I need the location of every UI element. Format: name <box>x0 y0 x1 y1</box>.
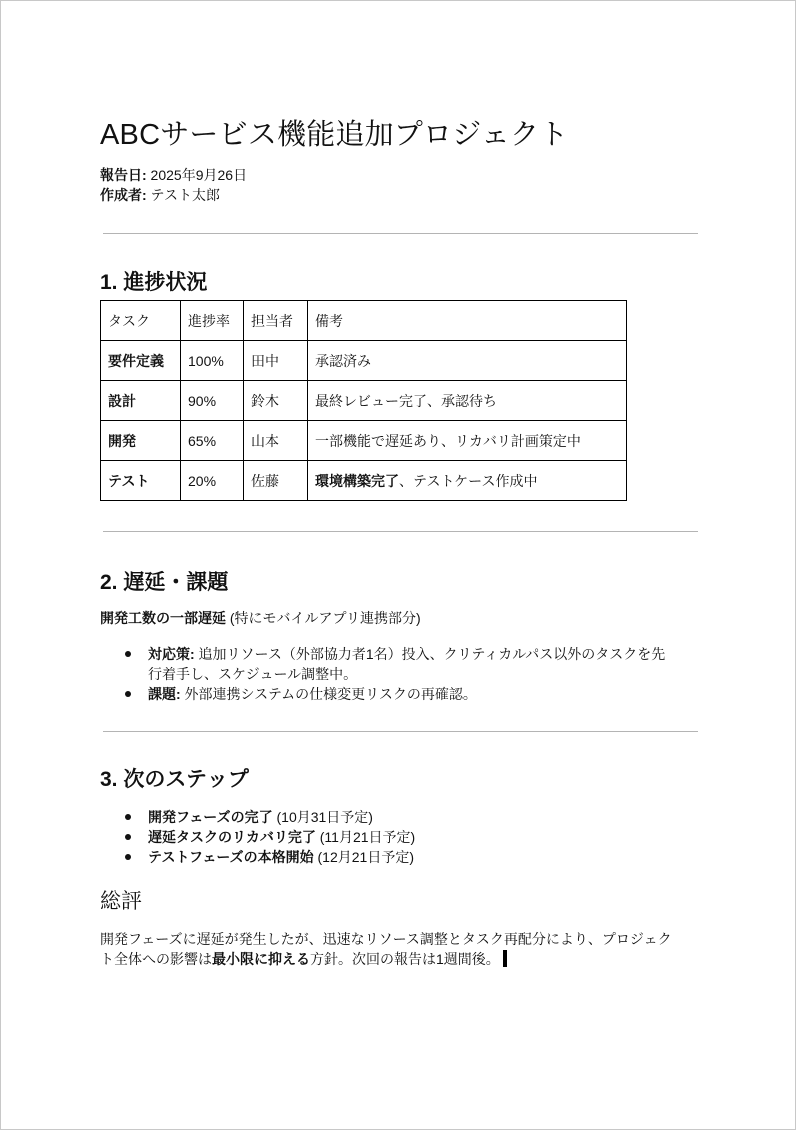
list-item <box>100 684 665 704</box>
note-text: 承認済み <box>315 352 371 369</box>
summary-text: 方針。次回の報告は1週間後。 <box>310 951 500 967</box>
owner-cell: 田中 <box>244 341 308 381</box>
table-row <box>101 461 627 501</box>
document-title: ABCサービス機能追加プロジェクト <box>100 119 569 151</box>
list-item-label: 対応策: <box>148 646 195 662</box>
report-date-value: 2025年9月26日 <box>146 167 248 183</box>
note-cell <box>308 341 627 381</box>
report-author-label: 作成者: <box>100 187 147 203</box>
bullet-icon <box>125 691 131 697</box>
task-cell: 開発 <box>101 421 181 461</box>
step-title: テストフェーズの本格開始 <box>148 849 314 865</box>
summary-paragraph <box>100 929 700 969</box>
report-author-value: テスト太郎 <box>146 187 221 203</box>
section-heading-issues: 2. 遅延・課題 <box>100 571 229 594</box>
step-date: (10月31日予定) <box>272 809 373 825</box>
list-item <box>100 807 415 827</box>
note-bold: 環境構築完了 <box>315 472 399 489</box>
task-cell: 設計 <box>101 381 181 421</box>
table-row <box>101 341 627 381</box>
table-row <box>101 421 627 461</box>
issue-list <box>100 644 665 704</box>
issue-lead <box>100 608 421 628</box>
issue-lead-bold: 開発工数の一部遅延 <box>100 610 226 626</box>
report-date-label: 報告日: <box>100 167 147 183</box>
task-cell: 要件定義 <box>101 341 181 381</box>
owner-cell: 佐藤 <box>244 461 308 501</box>
progress-cell: 65% <box>181 421 244 461</box>
divider <box>103 233 698 234</box>
note-text: 一部機能で遅延あり、リカバリ計画策定中 <box>315 432 581 449</box>
note-text: 最終レビュー完了、承認待ち <box>315 392 497 409</box>
owner-cell: 山本 <box>244 421 308 461</box>
table-header-cell: 備考 <box>308 301 627 341</box>
summary-heading: 総評 <box>100 890 142 913</box>
bullet-icon <box>125 814 131 820</box>
summary-text: 開発フェーズに遅延が発生したが、迅速なリソース調整とタスク再配分により、プロジェク <box>100 931 672 947</box>
issue-lead-text: (特にモバイルアプリ連携部分) <box>226 610 421 626</box>
report-meta <box>100 165 247 205</box>
list-item-label: 課題: <box>148 686 181 702</box>
table-header-cell: 担当者 <box>244 301 308 341</box>
table-header-cell: 進捗率 <box>181 301 244 341</box>
progress-cell: 20% <box>181 461 244 501</box>
section-heading-next-steps: 3. 次のステップ <box>100 768 249 791</box>
table-row <box>101 381 627 421</box>
step-title: 開発フェーズの完了 <box>148 809 273 825</box>
list-item-text: 外部連携システムの仕様変更リスクの再確認。 <box>180 686 477 702</box>
bullet-icon <box>125 834 131 840</box>
list-item-text-continued: 行着手し、スケジュール調整中。 <box>148 666 358 682</box>
step-date: (12月21日予定) <box>313 849 414 865</box>
list-item <box>100 644 665 684</box>
report-author <box>100 185 247 205</box>
step-title: 遅延タスクのリカバリ完了 <box>148 829 316 845</box>
summary-text: ト全体への影響は <box>100 951 212 967</box>
divider <box>103 731 698 732</box>
list-item-text: 追加リソース（外部協力者1名）投入、クリティカルパス以外のタスクを先 <box>194 646 666 662</box>
report-date <box>100 165 247 185</box>
bullet-icon <box>125 854 131 860</box>
divider <box>103 531 698 532</box>
note-cell <box>308 421 627 461</box>
table-header-cell: タスク <box>101 301 181 341</box>
progress-cell: 90% <box>181 381 244 421</box>
bullet-icon <box>125 651 131 657</box>
owner-cell: 鈴木 <box>244 381 308 421</box>
table-header-row <box>101 301 627 341</box>
summary-bold: 最小限に抑える <box>212 951 310 967</box>
task-cell: テスト <box>101 461 181 501</box>
next-steps-list <box>100 807 415 867</box>
progress-cell: 100% <box>181 341 244 381</box>
section-heading-progress: 1. 進捗状況 <box>100 271 208 294</box>
step-date: (11月21日予定) <box>315 829 416 845</box>
note-cell <box>308 381 627 421</box>
text-cursor <box>503 950 507 967</box>
list-item <box>100 827 415 847</box>
note-cell <box>308 461 627 501</box>
list-item <box>100 847 415 867</box>
progress-table <box>100 300 627 501</box>
note-text: 、テストケース作成中 <box>399 472 538 489</box>
